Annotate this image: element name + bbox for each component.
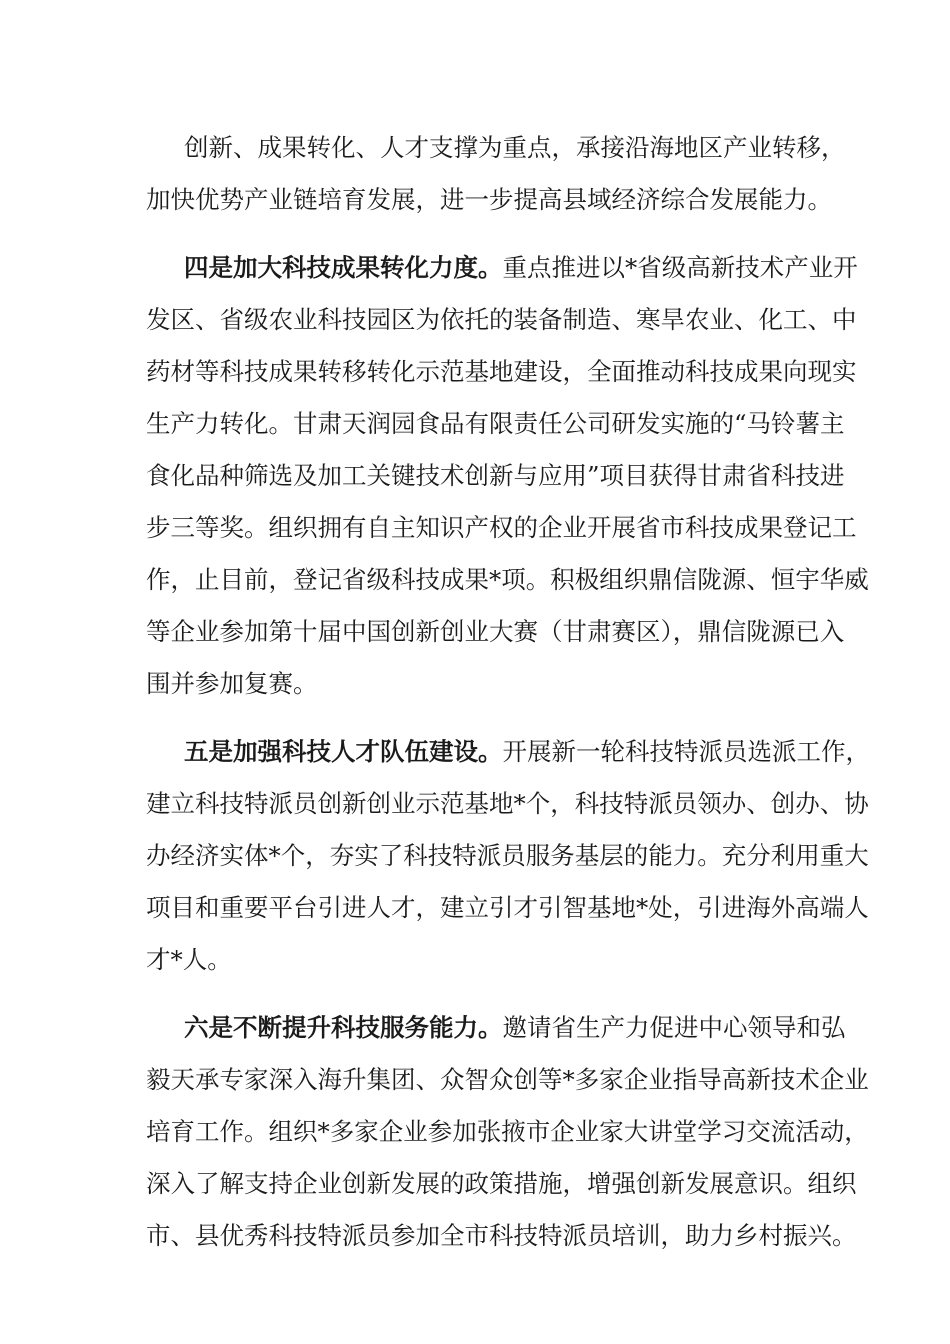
paragraph-heading: 四是加大科技成果转化力度。 (184, 253, 503, 282)
paragraph-line: 培育工作。组织*多家企业参加张掖市企业家大讲堂学习交流活动， (146, 1117, 869, 1146)
paragraph-line: 才*人。 (146, 945, 232, 974)
paragraph-line: 创新、成果转化、人才支撑为重点，承接沿海地区产业转移， (184, 133, 846, 162)
paragraph-line: 步三等奖。组织拥有自主知识产权的企业开展省市科技成果登记工 (146, 513, 857, 542)
paragraph-line: 生产力转化。甘肃天润园食品有限责任公司研发实施的“马铃薯主 (146, 409, 845, 438)
paragraph-text: 开展新一轮科技特派员选派工作， (502, 737, 870, 766)
paragraph-first-line (184, 732, 870, 772)
paragraph-line: 市、县优秀科技特派员参加全市科技特派员培训，助力乡村振兴。 (146, 1221, 857, 1250)
paragraph-line: 项目和重要平台引进人才，建立引才引智基地*处，引进海外高端人 (146, 893, 869, 922)
paragraph-line: 加快优势产业链培育发展，进一步提高县域经济综合发展能力。 (146, 185, 832, 214)
paragraph-line: 办经济实体*个，夯实了科技特派员服务基层的能力。充分利用重大 (146, 841, 869, 870)
paragraph-text: 邀请省生产力促进中心领导和弘 (502, 1013, 846, 1042)
paragraph-line: 建立科技特派员创新创业示范基地*个，科技特派员领办、创办、协 (146, 789, 869, 818)
paragraph-line: 等企业参加第十届中国创新创业大赛（甘肃赛区），鼎信陇源已入 (146, 617, 845, 646)
paragraph-heading: 六是不断提升科技服务能力。 (184, 1013, 503, 1042)
paragraph-line: 毅天承专家深入海升集团、众智众创等*多家企业指导高新技术企业 (146, 1065, 869, 1094)
paragraph-heading: 五是加强科技人才队伍建设。 (184, 737, 503, 766)
paragraph-first-line (184, 248, 858, 288)
paragraph-text: 重点推进以*省级高新技术产业开 (502, 253, 858, 282)
paragraph-line: 食化品种筛选及加工关键技术创新与应用”项目获得甘肃省科技进 (146, 461, 845, 490)
paragraph-line: 药材等科技成果转移转化示范基地建设，全面推动科技成果向现实 (146, 357, 857, 386)
paragraph-line: 作，止目前，登记省级科技成果*项。积极组织鼎信陇源、恒宇华威 (146, 565, 869, 594)
paragraph-line: 围并参加复赛。 (146, 669, 318, 698)
paragraph-first-line (184, 1008, 846, 1048)
paragraph-line: 深入了解支持企业创新发展的政策措施，增强创新发展意识。组织 (146, 1169, 857, 1198)
paragraph-line: 发区、省级农业科技园区为依托的装备制造、寒旱农业、化工、中 (146, 305, 857, 334)
